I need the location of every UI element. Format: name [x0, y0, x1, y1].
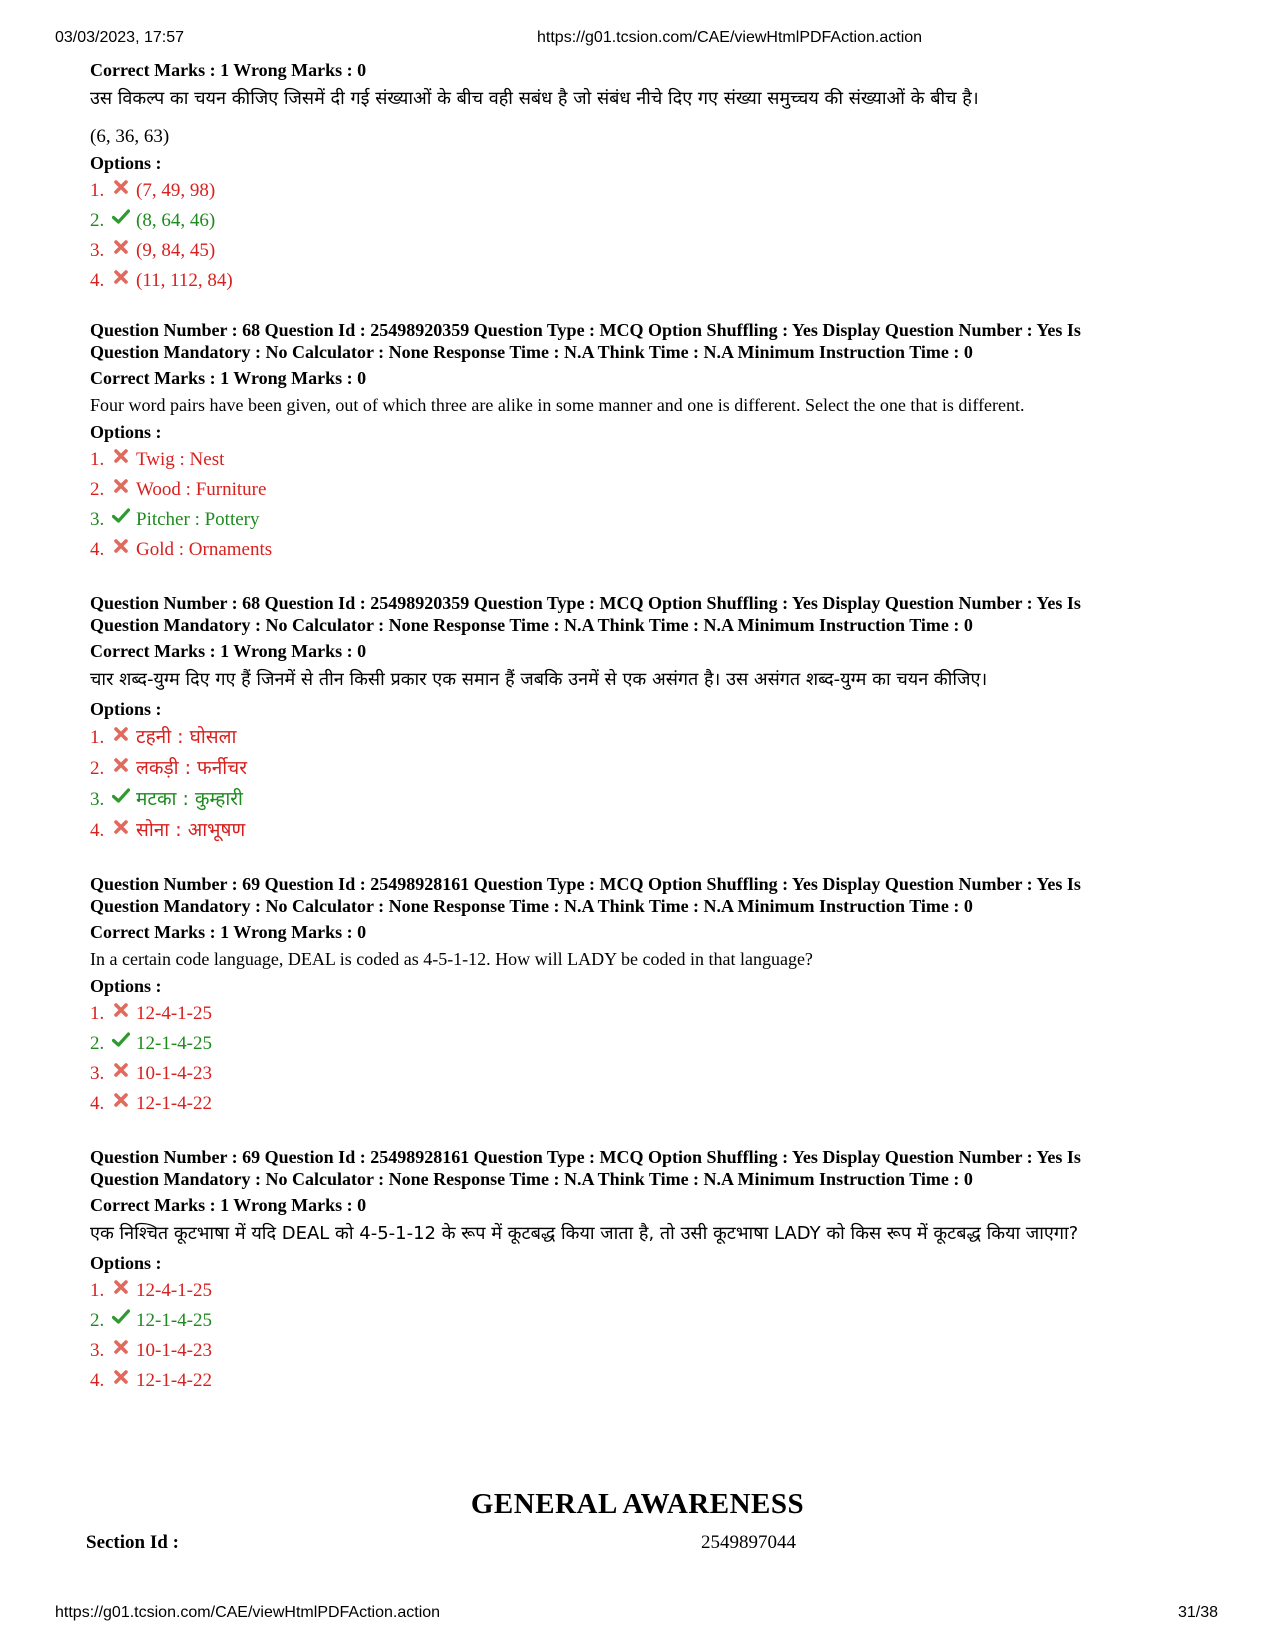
- check-icon: [112, 507, 130, 525]
- option-text: टहनी : घोसला: [136, 726, 237, 748]
- check-icon: [112, 1031, 130, 1049]
- option-text: 12-1-4-25: [136, 1033, 212, 1054]
- option-text: 12-4-1-25: [136, 1003, 212, 1024]
- marks-line: Correct Marks : 1 Wrong Marks : 0: [90, 641, 367, 661]
- cross-icon: [112, 1338, 130, 1356]
- option-number: 4.: [90, 1370, 105, 1391]
- options-label: Options :: [90, 422, 162, 442]
- question-text: एक निश्चित कूटभाषा में यदि DEAL को 4-5-1-12 के रूप में कूटबद्ध किया जाता है, तो उसी कूटभाषा LADY को किस रूप में कूटबद्ध किया जाएगा?: [90, 1223, 1079, 1244]
- option-item: [90, 999, 1200, 1029]
- cross-icon: [112, 1368, 130, 1386]
- question-block: [90, 873, 1200, 1119]
- question-meta: [90, 592, 1200, 636]
- option-text: सोना : आभूषण: [136, 819, 246, 841]
- check-icon: [112, 208, 130, 226]
- page-number: 31/38: [1177, 1604, 1218, 1621]
- question-meta: [90, 1146, 1200, 1190]
- option-text: (9, 84, 45): [136, 240, 216, 261]
- check-icon: [112, 1308, 130, 1326]
- options-list: [90, 722, 1200, 846]
- question-text: Four word pairs have been given, out of which three are alike in some manner and one is different. Select the one that is different.: [90, 395, 1025, 415]
- option-text: 12-4-1-25: [136, 1280, 212, 1301]
- options-list: [90, 999, 1200, 1119]
- question-meta-line: Question Mandatory : No Calculator : None Response Time : N.A Think Time : N.A Minimum Instruction Time : 0: [90, 1169, 973, 1189]
- option-number: 4.: [90, 539, 105, 560]
- question-text: उस विकल्प का चयन कीजिए जिसमें दी गई संख्याओं के बीच वही सबंध है जो संबंध नीचे दिए गए संख्या समुच्चय की संख्याओं के बीच है।: [90, 88, 979, 109]
- cross-icon: [112, 447, 130, 465]
- cross-icon: [112, 477, 130, 495]
- question-paper-content: [90, 56, 1200, 1423]
- option-text: 12-1-4-22: [136, 1370, 212, 1391]
- cross-icon: [112, 1278, 130, 1296]
- option-item: [90, 784, 1200, 815]
- option-number: 4.: [90, 1093, 105, 1114]
- option-number: 2.: [90, 210, 105, 231]
- question-meta-line: Question Number : 68 Question Id : 25498920359 Question Type : MCQ Option Shuffling : Yes Display Question Number : Yes Is: [90, 320, 1081, 340]
- option-text: 12-1-4-22: [136, 1093, 212, 1114]
- options-label: Options :: [90, 153, 162, 173]
- marks-line: Correct Marks : 1 Wrong Marks : 0: [90, 368, 367, 388]
- options-list: [90, 176, 1200, 296]
- option-number: 3.: [90, 509, 105, 530]
- question-text: In a certain code language, DEAL is coded as 4-5-1-12. How will LADY be coded in that language?: [90, 949, 813, 969]
- option-number: 1.: [90, 727, 105, 748]
- cross-icon: [112, 537, 130, 555]
- question-meta: [90, 873, 1200, 917]
- option-item: [90, 535, 1200, 565]
- option-number: 2.: [90, 1310, 105, 1331]
- option-item: [90, 236, 1200, 266]
- option-item: [90, 1366, 1200, 1396]
- cross-icon: [112, 818, 130, 836]
- option-number: 1.: [90, 449, 105, 470]
- print-header-url: https://g01.tcsion.com/CAE/viewHtmlPDFAction.action: [537, 29, 923, 46]
- option-text: 10-1-4-23: [136, 1340, 212, 1361]
- cross-icon: [112, 1061, 130, 1079]
- option-number: 3.: [90, 240, 105, 261]
- cross-icon: [112, 268, 130, 286]
- option-number: 1.: [90, 1280, 105, 1301]
- options-label: Options :: [90, 976, 162, 996]
- print-footer-url: https://g01.tcsion.com/CAE/viewHtmlPDFAction.action: [55, 1604, 441, 1621]
- section-title: GENERAL AWARENESS: [470, 1488, 805, 1520]
- option-text: मटका : कुम्हारी: [136, 788, 243, 810]
- option-item: [90, 1029, 1200, 1059]
- option-item: [90, 722, 1200, 753]
- section-id-label: Section Id :: [86, 1532, 179, 1553]
- cross-icon: [112, 1091, 130, 1109]
- options-list: [90, 1276, 1200, 1396]
- option-number: 1.: [90, 180, 105, 201]
- option-number: 3.: [90, 1063, 105, 1084]
- option-number: 3.: [90, 789, 105, 810]
- option-text: (8, 64, 46): [136, 210, 216, 231]
- option-item: [90, 815, 1200, 846]
- option-number: 4.: [90, 820, 105, 841]
- option-item: [90, 475, 1200, 505]
- option-number: 2.: [90, 758, 105, 779]
- question-meta-line: Question Mandatory : No Calculator : None Response Time : N.A Think Time : N.A Minimum Instruction Time : 0: [90, 896, 973, 916]
- question-text: चार शब्द-युग्म दिए गए हैं जिनमें से तीन किसी प्रकार एक समान हैं जबकि उनमें से एक असंगत है। उस असंगत शब्द-युग्म का चयन कीजिए।: [90, 669, 988, 690]
- option-item: [90, 206, 1200, 236]
- options-label: Options :: [90, 1253, 162, 1273]
- option-number: 2.: [90, 479, 105, 500]
- option-text: Gold : Ornaments: [136, 539, 273, 560]
- question-block: [90, 319, 1200, 565]
- cross-icon: [112, 1001, 130, 1019]
- option-text: 12-1-4-25: [136, 1310, 212, 1331]
- option-number: 2.: [90, 1033, 105, 1054]
- option-text: 10-1-4-23: [136, 1063, 212, 1084]
- question-meta-line: Question Number : 69 Question Id : 25498928161 Question Type : MCQ Option Shuffling : Yes Display Question Number : Yes Is: [90, 874, 1081, 894]
- question-meta-line: Question Number : 68 Question Id : 25498920359 Question Type : MCQ Option Shuffling : Yes Display Question Number : Yes Is: [90, 593, 1081, 613]
- question-meta-line: Question Number : 69 Question Id : 25498928161 Question Type : MCQ Option Shuffling : Yes Display Question Number : Yes Is: [90, 1147, 1081, 1167]
- option-item: [90, 176, 1200, 206]
- section-id-value: 2549897044: [701, 1532, 796, 1553]
- option-item: [90, 753, 1200, 784]
- option-item: [90, 1306, 1200, 1336]
- option-item: [90, 266, 1200, 296]
- print-datetime: 03/03/2023, 17:57: [55, 29, 185, 46]
- options-label: Options :: [90, 699, 162, 719]
- question-meta: [90, 319, 1200, 363]
- option-item: [90, 1276, 1200, 1306]
- question-block: [90, 59, 1200, 296]
- marks-line: Correct Marks : 1 Wrong Marks : 0: [90, 1195, 367, 1215]
- cross-icon: [112, 725, 130, 743]
- option-number: 3.: [90, 1340, 105, 1361]
- option-text: लकड़ी : फर्नीचर: [136, 757, 247, 779]
- option-item: [90, 445, 1200, 475]
- question-number-set: (6, 36, 63): [90, 126, 170, 147]
- cross-icon: [112, 756, 130, 774]
- option-text: (11, 112, 84): [136, 270, 233, 291]
- question-meta-line: Question Mandatory : No Calculator : None Response Time : N.A Think Time : N.A Minimum Instruction Time : 0: [90, 342, 973, 362]
- question-meta-line: Question Mandatory : No Calculator : None Response Time : N.A Think Time : N.A Minimum Instruction Time : 0: [90, 615, 973, 635]
- option-item: [90, 1336, 1200, 1366]
- question-block: [90, 592, 1200, 846]
- check-icon: [112, 787, 130, 805]
- question-block: [90, 1146, 1200, 1396]
- cross-icon: [112, 178, 130, 196]
- option-item: [90, 1089, 1200, 1119]
- option-text: (7, 49, 98): [136, 180, 216, 201]
- option-text: Twig : Nest: [136, 449, 225, 470]
- option-item: [90, 505, 1200, 535]
- option-text: Pitcher : Pottery: [136, 509, 260, 530]
- marks-line: Correct Marks : 1 Wrong Marks : 0: [90, 60, 367, 80]
- option-text: Wood : Furniture: [136, 479, 267, 500]
- option-number: 1.: [90, 1003, 105, 1024]
- option-number: 4.: [90, 270, 105, 291]
- option-item: [90, 1059, 1200, 1089]
- options-list: [90, 445, 1200, 565]
- marks-line: Correct Marks : 1 Wrong Marks : 0: [90, 922, 367, 942]
- cross-icon: [112, 238, 130, 256]
